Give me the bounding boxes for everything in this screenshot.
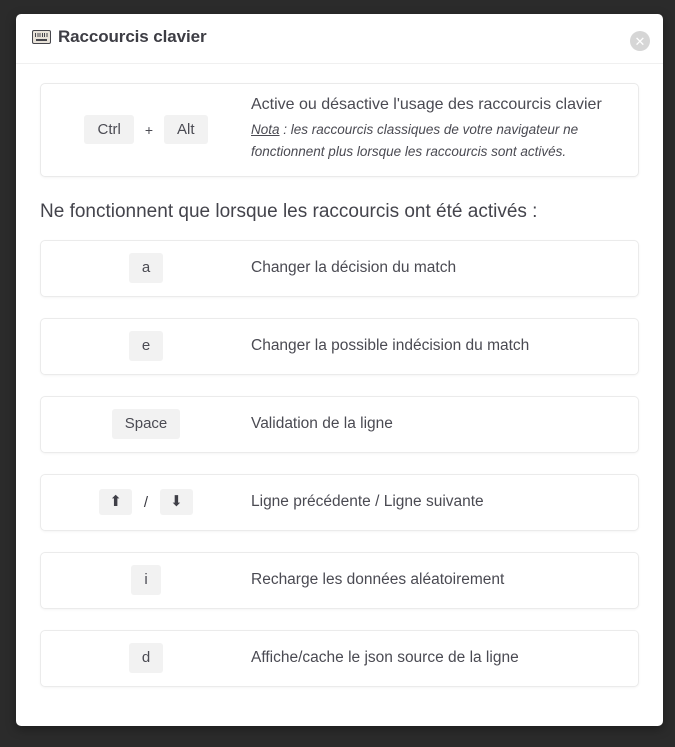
- arrow-up-icon: ⬆: [99, 489, 132, 515]
- modal-header: [16, 14, 663, 64]
- shortcut-description: Affiche/cache le json source de la ligne: [251, 649, 519, 667]
- shortcut-keys: [41, 253, 251, 282]
- keyboard-icon: [32, 30, 51, 44]
- shortcut-description: Recharge les données aléatoirement: [251, 571, 505, 589]
- key-separator-plus: +: [144, 121, 153, 138]
- shortcut-row-e: [40, 318, 639, 375]
- toggle-title: Active ou désactive l'usage des raccourcis clavier: [251, 96, 602, 113]
- close-icon[interactable]: ✕: [630, 31, 650, 51]
- toggle-note: [251, 119, 624, 164]
- keyboard-shortcuts-modal: [16, 14, 663, 726]
- shortcut-description: Changer la décision du match: [251, 259, 457, 277]
- key-i: i: [131, 565, 160, 594]
- note-text: : les raccourcis classiques de votre navigateur ne fonctionnent plus lorsque les raccourcis sont activés.: [251, 122, 579, 160]
- arrow-down-icon: ⬇: [160, 489, 193, 515]
- shortcut-keys: [41, 331, 251, 360]
- shortcut-keys: [41, 643, 251, 672]
- key-a: a: [129, 253, 163, 282]
- shortcut-row-space: [40, 396, 639, 453]
- key-d: d: [129, 643, 163, 672]
- toggle-description: [251, 96, 638, 164]
- shortcut-row-a: [40, 240, 639, 297]
- key-separator-slash: /: [143, 493, 149, 511]
- shortcut-description: Ligne précédente / Ligne suivante: [251, 493, 484, 511]
- modal-title-text: Raccourcis clavier: [58, 27, 207, 46]
- toggle-shortcuts-row: [40, 83, 639, 177]
- page-title: [32, 27, 206, 47]
- shortcut-keys: [41, 489, 251, 515]
- key-e: e: [129, 331, 163, 360]
- note-label: Nota: [251, 122, 280, 137]
- key-alt: Alt: [164, 115, 208, 144]
- shortcut-keys: [41, 409, 251, 438]
- key-ctrl: Ctrl: [84, 115, 133, 144]
- shortcut-row-d: [40, 630, 639, 687]
- shortcut-description: Validation de la ligne: [251, 415, 393, 433]
- shortcut-description: Changer la possible indécision du match: [251, 337, 530, 355]
- shortcut-row-arrows: [40, 474, 639, 531]
- section-heading: Ne fonctionnent que lorsque les raccourcis ont été activés :: [40, 200, 538, 222]
- shortcut-keys: [41, 565, 251, 594]
- shortcut-row-i: [40, 552, 639, 609]
- modal-body: [16, 64, 663, 687]
- toggle-keys: [41, 115, 251, 144]
- key-space: Space: [112, 409, 181, 438]
